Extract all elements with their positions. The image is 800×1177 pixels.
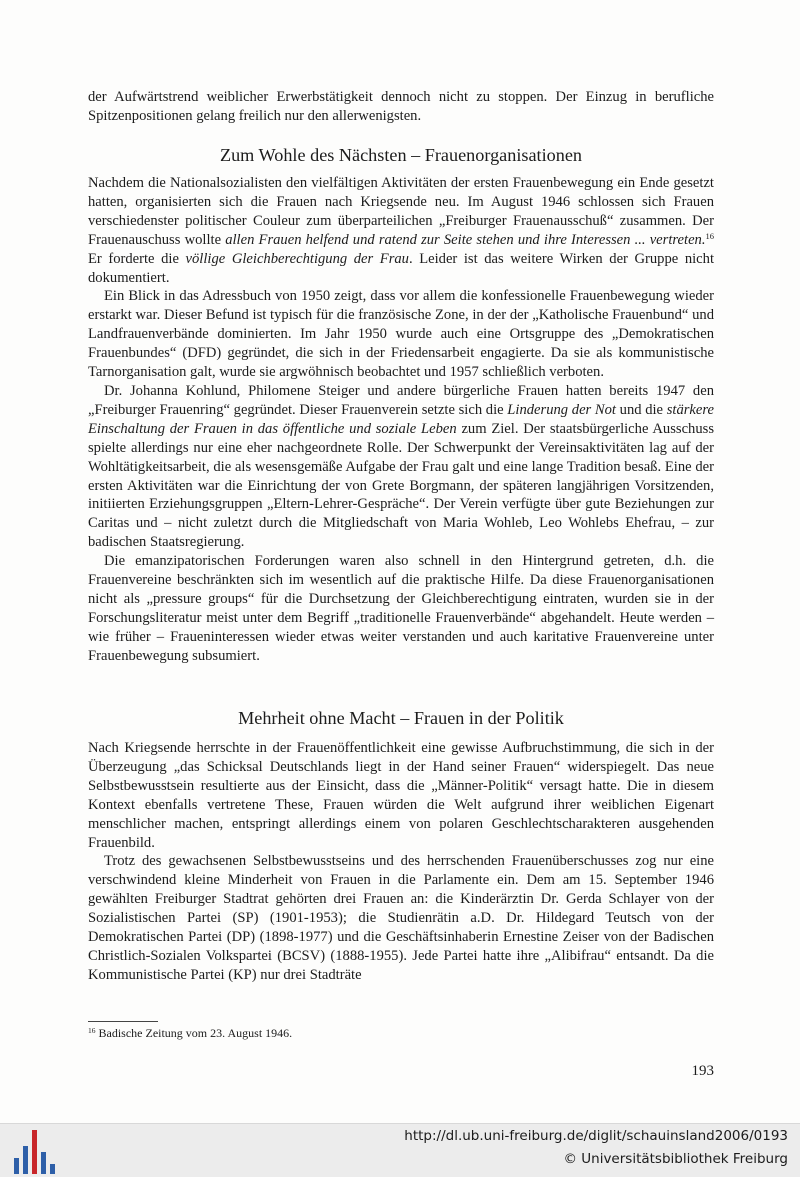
page-number: 193 — [691, 1063, 714, 1079]
footnote-text: Badische Zeitung vom 23. August 1946. — [95, 1026, 293, 1040]
text-span: Dr. Johanna Kohlund, Philomene Steiger und andere bürgerliche Frauen hatten bereits 1947 den „Freiburger Frauenring“ gegründet. Dieser Frauenverein setzte sich die — [88, 382, 714, 418]
text-span: und die — [615, 401, 667, 418]
section-frauenorganisationen — [88, 174, 714, 666]
footnote-number: 16 — [88, 1026, 96, 1035]
intro-text — [88, 88, 714, 126]
permalink-url[interactable]: http://dl.ub.uni-freiburg.de/diglit/schauinsland2006/0193 — [404, 1128, 788, 1144]
text-span: . Leider ist das weitere Wirken der Gruppe nicht dokumentiert. — [88, 250, 715, 286]
italic-quote: allen Frauen helfend und ratend zur Seite stehen und ihre Interessen ... vertreten. — [225, 231, 706, 248]
section-heading-frauenorganisationen: Zum Wohle des Nächsten – Frauenorganisationen — [219, 145, 583, 165]
copyright-notice: © Universitätsbibliothek Freiburg — [563, 1151, 788, 1167]
italic-quote: völlige Gleichberechtigung der Frau — [185, 250, 409, 267]
paragraph-continuation: der Aufwärtstrend weiblicher Erwerbstätigkeit dennoch nicht zu stoppen. Der Einzug in berufliche Spitzenpositionen gelang freilich nur den allerwenigsten. — [88, 89, 714, 124]
section-heading-politik: Mehrheit ohne Macht – Frauen in der Politik — [238, 708, 564, 728]
italic-quote: stärkere Einschaltung der Frauen in das öffentliche und soziale Leben — [88, 401, 714, 437]
ub-freiburg-logo-icon — [14, 1130, 56, 1174]
paragraph-5: Nach Kriegsende herrschte in der Frauenöffentlichkeit eine gewisse Aufbruchstimmung, die sich in der Überzeugung „das Schicksal Deutschlands liegt in der Hand seiner Frauen“ widerspiegelt. Das neue Selbstbewusstsein resultierte aus der Einsicht, dass die „Männer-Politik“ versagt hatte. Die in diesem Kontext ebenfalls vertretene These, Frauen würden die Welt aufgrund ihrer weiblichen Eigenart menschlicher machen, entspringt allerdings einem von polaren Geschlechtscharakteren ausgehenden Frauenbild. — [88, 740, 714, 851]
paragraph-2: Ein Blick in das Adressbuch von 1950 zeigt, dass vor allem die konfessionelle Frauenbewegung wieder erstarkt war. Dieser Befund ist typisch für die französische Zone, in der der „Katholische Frauenbund“ und Landfrauenverbände dominierten. Im Jahr 1950 wurde auch eine Ortsgruppe des „Demokratischen Frauenbundes“ (DFD) gegründet, die sich in der Friedensarbeit engagierte. Da sie als kommunistische Tarnorganisation galt, wurde sie argwöhnisch beobachtet und 1957 schließlich verboten. — [88, 288, 714, 381]
footnote-divider — [88, 1021, 158, 1022]
footnote — [88, 1026, 292, 1041]
viewer-footer-bar — [0, 1123, 800, 1177]
section-politik — [88, 739, 714, 985]
text-span: Er forderte die — [88, 250, 186, 267]
paragraph-1 — [88, 174, 714, 287]
paragraph-6: Trotz des gewachsenen Selbstbewusstseins und des herrschenden Frauenüberschusses zog nur eine verschwindend kleine Minderheit von Frauen in die Parlamente ein. Dem am 15. September 1946 gewählten Freiburger Stadtrat gehörten drei Frauen an: die Kinderärztin Dr. Gerda Schlayer von der Sozialistischen Partei (SP) (1901-1953); die Studienrätin a.D. Dr. Hildegard Teutsch von der Demokratischen Partei (DP) (1898-1977) und die Geschäftsinhaberin Ernestine Zeiser von der Badischen Christlich-Sozialen Volkspartei (BCSV) (1888-1955). Jede Partei hatte ihre „Alibifrau“ entsandt. Da die Kommunistische Partei (KP) nur drei Stadträte — [88, 853, 714, 983]
text-span: Nachdem die Nationalsozialisten den vielfältigen Aktivitäten der ersten Frauenbewegung ein Ende gesetzt hatten, organisierten sich die Frauen nach Kriegsende neu. Im August 1946 schlossen sich Frauen verschiedenster politischer Couleur zum überparteilichen „Freiburger Frauenausschuß“ zusammen. Der Frauenauschuss wollte — [88, 175, 714, 248]
text-span: zum Ziel. Der staatsbürgerliche Ausschuss spielte allerdings nur eine eher nachgeordnete Rolle. Der Schwerpunkt der Vereinsaktivitäten lag auf der Wohltätigkeitsarbeit, die als wesensgemäße Aufgabe der Frau galt und eine lange Tradition besaß. Eine der ersten Aktivitäten war die Einrichtung der von Grete Borgmann, der späteren langjährigen Vorsitzenden, initiierten Erziehungsgruppen „Eltern-Lehrer-Gespräche“. Der Verein verfügte über gute Beziehungen zur Caritas und – nicht zuletzt durch die Mitgliedschaft von Maria Wohleb, Leo Wohlebs Ehefrau, – zur badischen Staatsregierung. — [88, 420, 714, 551]
paragraph-3 — [88, 382, 714, 552]
footnote-ref: 16 — [705, 230, 714, 241]
italic-quote: Linderung der Not — [507, 401, 616, 418]
paragraph-4: Die emanzipatorischen Forderungen waren also schnell in den Hintergrund getreten, d.h. die Frauenvereine beschränkten sich im wesentlich auf die praktische Hilfe. Da diese Frauenorganisationen nicht als „pressure groups“ für die Durchsetzung der Gleichberechtigung eintraten, wurden sie in der Forschungsliteratur meist unter dem Begriff „traditionelle Frauenverbände“ abgehandelt. Heute werden – wie früher – Fraueninteressen wieder etwas weiter verstanden und auch karitative Frauenvereine unter Frauenbewegung subsumiert. — [88, 553, 714, 664]
